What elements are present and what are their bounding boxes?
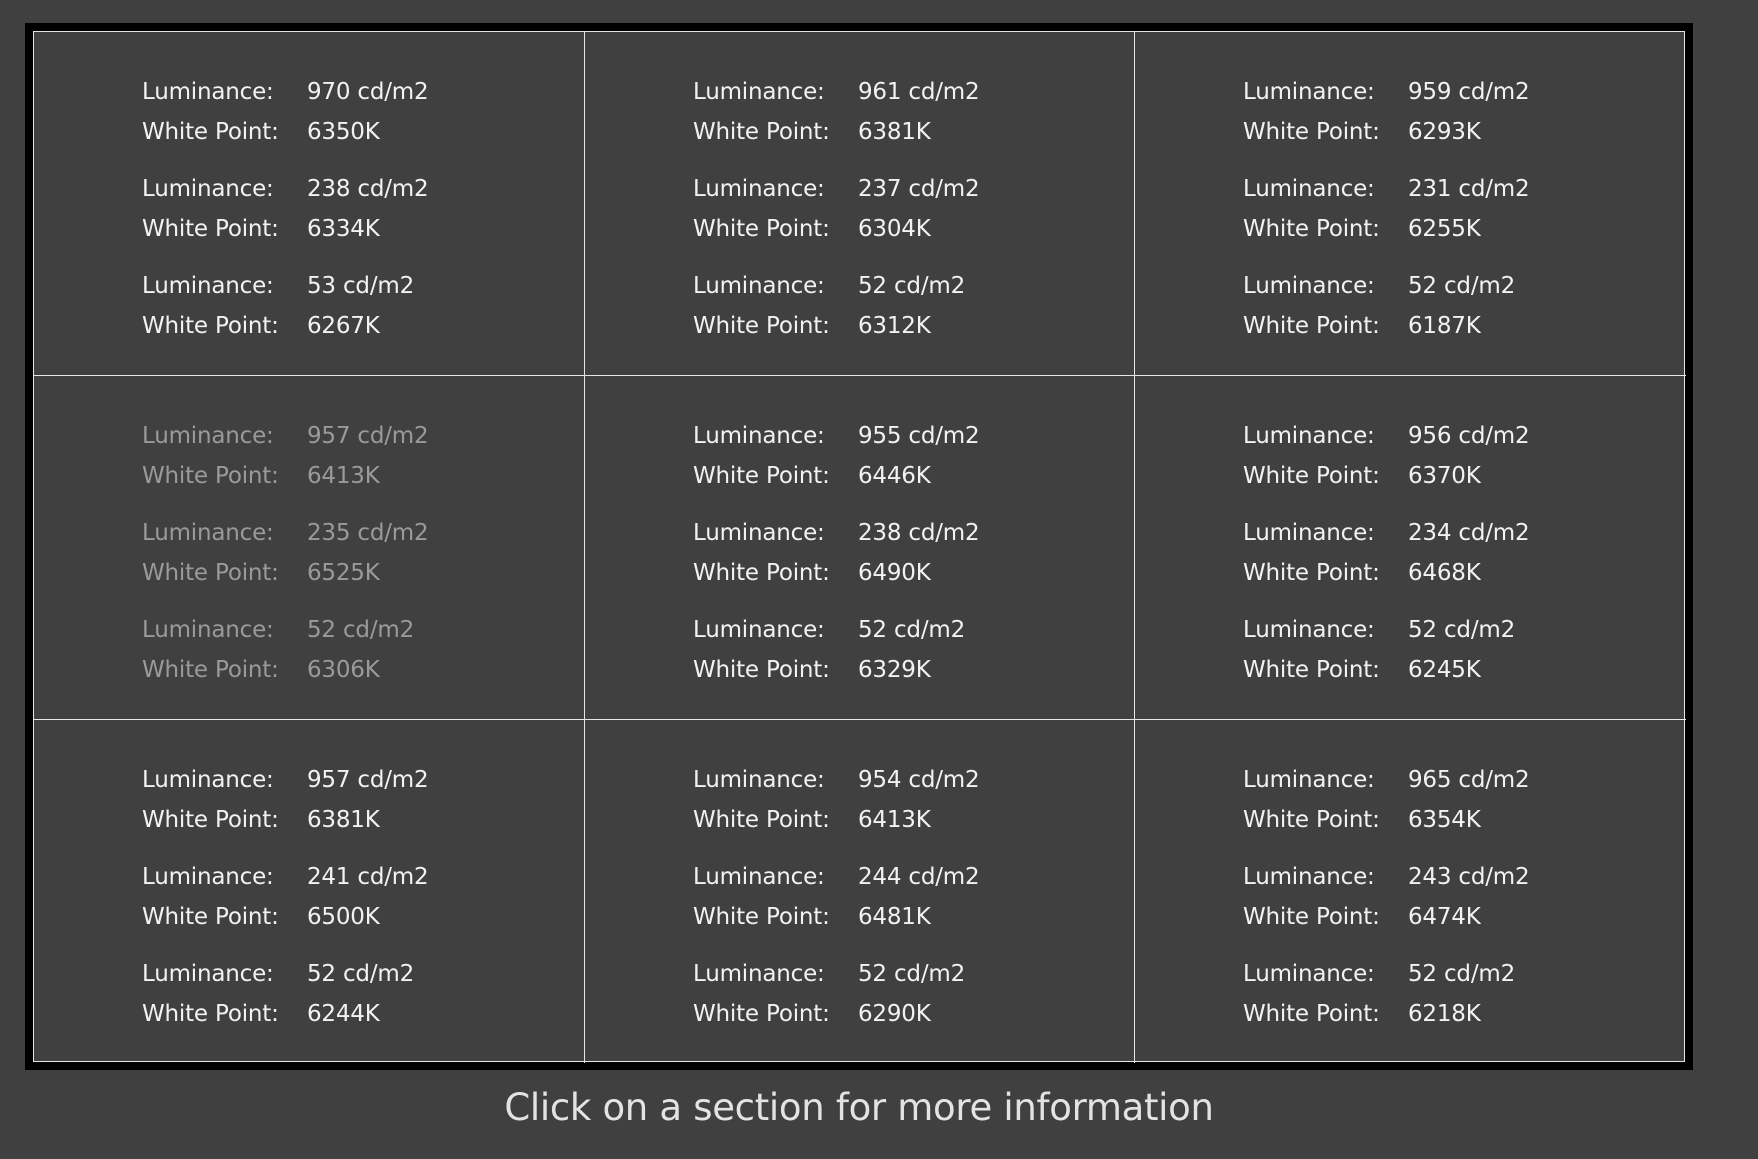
white-point-label: White Point: — [142, 1001, 279, 1027]
luminance-label: Luminance: — [693, 617, 825, 643]
reading-block — [693, 169, 979, 249]
luminance-row — [142, 954, 428, 994]
luminance-label: Luminance: — [142, 176, 274, 202]
reading-block — [693, 416, 979, 496]
reading-block — [693, 760, 979, 840]
luminance-value: 52 cd/m2 — [1408, 961, 1516, 987]
reading-block — [1243, 266, 1529, 346]
white-point-value: 6481K — [858, 904, 931, 930]
luminance-value: 965 cd/m2 — [1408, 767, 1530, 793]
white-point-label: White Point: — [693, 119, 830, 145]
luminance-label: Luminance: — [142, 423, 274, 449]
reading-block — [1243, 416, 1529, 496]
reading-block — [1243, 954, 1529, 1034]
luminance-row — [1243, 72, 1529, 112]
luminance-row — [693, 72, 979, 112]
luminance-label: Luminance: — [1243, 423, 1375, 449]
white-point-label: White Point: — [142, 807, 279, 833]
white-point-label: White Point: — [693, 313, 830, 339]
white-point-label: White Point: — [693, 216, 830, 242]
white-point-value: 6293K — [1408, 119, 1481, 145]
white-point-row — [1243, 112, 1529, 152]
white-point-value: 6370K — [1408, 463, 1481, 489]
luminance-row — [693, 610, 979, 650]
white-point-value: 6490K — [858, 560, 931, 586]
white-point-label: White Point: — [1243, 560, 1380, 586]
white-point-label: White Point: — [142, 560, 279, 586]
white-point-label: White Point: — [1243, 904, 1380, 930]
readings-list — [693, 72, 979, 363]
instruction-caption: Click on a section for more information — [504, 1086, 1214, 1129]
luminance-value: 956 cd/m2 — [1408, 423, 1530, 449]
section-r2-c1[interactable] — [34, 376, 585, 720]
reading-block — [1243, 169, 1529, 249]
reading-block — [1243, 513, 1529, 593]
luminance-row — [142, 513, 428, 553]
readings-list — [693, 416, 979, 707]
white-point-row — [1243, 553, 1529, 593]
reading-block — [693, 72, 979, 152]
readings-list — [1243, 416, 1529, 707]
white-point-value: 6187K — [1408, 313, 1481, 339]
white-point-label: White Point: — [1243, 313, 1380, 339]
luminance-row — [1243, 266, 1529, 306]
luminance-label: Luminance: — [693, 79, 825, 105]
luminance-row — [1243, 857, 1529, 897]
luminance-label: Luminance: — [1243, 864, 1375, 890]
luminance-value: 235 cd/m2 — [307, 520, 429, 546]
luminance-label: Luminance: — [142, 961, 274, 987]
luminance-label: Luminance: — [693, 864, 825, 890]
white-point-value: 6381K — [858, 119, 931, 145]
white-point-row — [142, 306, 428, 346]
luminance-row — [693, 169, 979, 209]
luminance-row — [1243, 169, 1529, 209]
luminance-row — [693, 513, 979, 553]
white-point-value: 6267K — [307, 313, 380, 339]
luminance-label: Luminance: — [142, 273, 274, 299]
white-point-label: White Point: — [142, 313, 279, 339]
luminance-label: Luminance: — [1243, 767, 1375, 793]
luminance-value: 234 cd/m2 — [1408, 520, 1530, 546]
readings-list — [142, 416, 428, 707]
white-point-row — [142, 209, 428, 249]
section-r1-c3[interactable] — [1135, 32, 1686, 376]
luminance-value: 244 cd/m2 — [858, 864, 980, 890]
white-point-label: White Point: — [1243, 119, 1380, 145]
luminance-value: 53 cd/m2 — [307, 273, 415, 299]
white-point-row — [1243, 456, 1529, 496]
reading-block — [142, 72, 428, 152]
white-point-value: 6304K — [858, 216, 931, 242]
luminance-label: Luminance: — [1243, 617, 1375, 643]
luminance-value: 231 cd/m2 — [1408, 176, 1530, 202]
readings-list — [1243, 72, 1529, 363]
white-point-value: 6413K — [307, 463, 380, 489]
luminance-label: Luminance: — [693, 273, 825, 299]
reading-block — [142, 513, 428, 593]
luminance-label: Luminance: — [142, 520, 274, 546]
white-point-value: 6500K — [307, 904, 380, 930]
luminance-value: 52 cd/m2 — [1408, 273, 1516, 299]
white-point-row — [1243, 897, 1529, 937]
white-point-label: White Point: — [693, 657, 830, 683]
luminance-value: 52 cd/m2 — [858, 617, 966, 643]
white-point-value: 6255K — [1408, 216, 1481, 242]
white-point-value: 6334K — [307, 216, 380, 242]
section-r2-c3[interactable] — [1135, 376, 1686, 720]
reading-block — [693, 266, 979, 346]
luminance-label: Luminance: — [693, 423, 825, 449]
white-point-label: White Point: — [142, 657, 279, 683]
white-point-value: 6218K — [1408, 1001, 1481, 1027]
white-point-label: White Point: — [1243, 807, 1380, 833]
luminance-value: 954 cd/m2 — [858, 767, 980, 793]
luminance-value: 957 cd/m2 — [307, 767, 429, 793]
white-point-label: White Point: — [142, 904, 279, 930]
reading-block — [693, 513, 979, 593]
luminance-value: 52 cd/m2 — [858, 961, 966, 987]
luminance-label: Luminance: — [693, 176, 825, 202]
luminance-label: Luminance: — [1243, 79, 1375, 105]
luminance-row — [142, 416, 428, 456]
white-point-row — [142, 112, 428, 152]
luminance-value: 955 cd/m2 — [858, 423, 980, 449]
white-point-value: 6474K — [1408, 904, 1481, 930]
white-point-label: White Point: — [693, 463, 830, 489]
white-point-row — [142, 456, 428, 496]
white-point-value: 6290K — [858, 1001, 931, 1027]
white-point-value: 6354K — [1408, 807, 1481, 833]
luminance-row — [142, 169, 428, 209]
white-point-row — [1243, 650, 1529, 690]
readings-list — [1243, 760, 1529, 1051]
luminance-row — [1243, 513, 1529, 553]
luminance-label: Luminance: — [693, 961, 825, 987]
reading-block — [142, 954, 428, 1034]
luminance-value: 238 cd/m2 — [307, 176, 429, 202]
white-point-label: White Point: — [142, 216, 279, 242]
luminance-value: 959 cd/m2 — [1408, 79, 1530, 105]
white-point-label: White Point: — [1243, 216, 1380, 242]
luminance-row — [142, 266, 428, 306]
luminance-label: Luminance: — [142, 767, 274, 793]
luminance-label: Luminance: — [142, 79, 274, 105]
section-r3-c3[interactable] — [1135, 720, 1686, 1063]
luminance-value: 52 cd/m2 — [858, 273, 966, 299]
white-point-value: 6245K — [1408, 657, 1481, 683]
luminance-value: 243 cd/m2 — [1408, 864, 1530, 890]
white-point-row — [1243, 800, 1529, 840]
white-point-row — [693, 800, 979, 840]
luminance-row — [142, 857, 428, 897]
reading-block — [1243, 760, 1529, 840]
white-point-value: 6381K — [307, 807, 380, 833]
section-r2-c2[interactable] — [585, 376, 1135, 720]
white-point-label: White Point: — [142, 119, 279, 145]
luminance-label: Luminance: — [693, 520, 825, 546]
reading-block — [693, 954, 979, 1034]
white-point-value: 6446K — [858, 463, 931, 489]
luminance-value: 52 cd/m2 — [1408, 617, 1516, 643]
white-point-label: White Point: — [693, 807, 830, 833]
reading-block — [142, 610, 428, 690]
reading-block — [1243, 857, 1529, 937]
luminance-label: Luminance: — [1243, 273, 1375, 299]
white-point-label: White Point: — [1243, 463, 1380, 489]
white-point-label: White Point: — [1243, 1001, 1380, 1027]
luminance-row — [693, 857, 979, 897]
white-point-row — [693, 112, 979, 152]
section-r1-c1[interactable] — [34, 32, 585, 376]
luminance-label: Luminance: — [1243, 176, 1375, 202]
section-r3-c1[interactable] — [34, 720, 585, 1063]
readings-list — [142, 760, 428, 1051]
luminance-label: Luminance: — [142, 864, 274, 890]
readings-list — [142, 72, 428, 363]
luminance-row — [142, 610, 428, 650]
white-point-value: 6312K — [858, 313, 931, 339]
uniformity-panel — [25, 23, 1693, 1070]
white-point-row — [693, 897, 979, 937]
white-point-row — [1243, 209, 1529, 249]
luminance-row — [693, 266, 979, 306]
white-point-row — [693, 650, 979, 690]
readings-list — [693, 760, 979, 1051]
luminance-value: 238 cd/m2 — [858, 520, 980, 546]
luminance-value: 237 cd/m2 — [858, 176, 980, 202]
luminance-value: 970 cd/m2 — [307, 79, 429, 105]
luminance-value: 52 cd/m2 — [307, 961, 415, 987]
white-point-row — [142, 897, 428, 937]
luminance-row — [142, 760, 428, 800]
luminance-value: 52 cd/m2 — [307, 617, 415, 643]
white-point-row — [693, 306, 979, 346]
luminance-label: Luminance: — [142, 617, 274, 643]
white-point-row — [142, 553, 428, 593]
section-r1-c2[interactable] — [585, 32, 1135, 376]
reading-block — [693, 610, 979, 690]
reading-block — [1243, 610, 1529, 690]
white-point-row — [693, 456, 979, 496]
white-point-row — [1243, 306, 1529, 346]
white-point-value: 6306K — [307, 657, 380, 683]
reading-block — [142, 416, 428, 496]
reading-block — [142, 169, 428, 249]
section-r3-c2[interactable] — [585, 720, 1135, 1063]
reading-block — [142, 857, 428, 937]
white-point-value: 6413K — [858, 807, 931, 833]
white-point-row — [693, 553, 979, 593]
white-point-value: 6468K — [1408, 560, 1481, 586]
luminance-value: 957 cd/m2 — [307, 423, 429, 449]
white-point-row — [693, 994, 979, 1034]
luminance-label: Luminance: — [693, 767, 825, 793]
white-point-label: White Point: — [693, 904, 830, 930]
white-point-row — [142, 650, 428, 690]
white-point-value: 6329K — [858, 657, 931, 683]
reading-block — [142, 266, 428, 346]
luminance-row — [1243, 760, 1529, 800]
white-point-row — [693, 209, 979, 249]
uniformity-grid — [33, 31, 1685, 1062]
white-point-row — [142, 800, 428, 840]
reading-block — [693, 857, 979, 937]
white-point-value: 6350K — [307, 119, 380, 145]
white-point-label: White Point: — [142, 463, 279, 489]
luminance-row — [1243, 416, 1529, 456]
reading-block — [1243, 72, 1529, 152]
white-point-row — [142, 994, 428, 1034]
luminance-row — [142, 72, 428, 112]
white-point-value: 6244K — [307, 1001, 380, 1027]
white-point-label: White Point: — [693, 560, 830, 586]
luminance-row — [1243, 610, 1529, 650]
luminance-row — [693, 760, 979, 800]
luminance-label: Luminance: — [1243, 520, 1375, 546]
luminance-value: 241 cd/m2 — [307, 864, 429, 890]
white-point-row — [1243, 994, 1529, 1034]
white-point-label: White Point: — [1243, 657, 1380, 683]
white-point-label: White Point: — [693, 1001, 830, 1027]
luminance-value: 961 cd/m2 — [858, 79, 980, 105]
luminance-row — [1243, 954, 1529, 994]
luminance-label: Luminance: — [1243, 961, 1375, 987]
white-point-value: 6525K — [307, 560, 380, 586]
luminance-row — [693, 416, 979, 456]
reading-block — [142, 760, 428, 840]
luminance-row — [693, 954, 979, 994]
